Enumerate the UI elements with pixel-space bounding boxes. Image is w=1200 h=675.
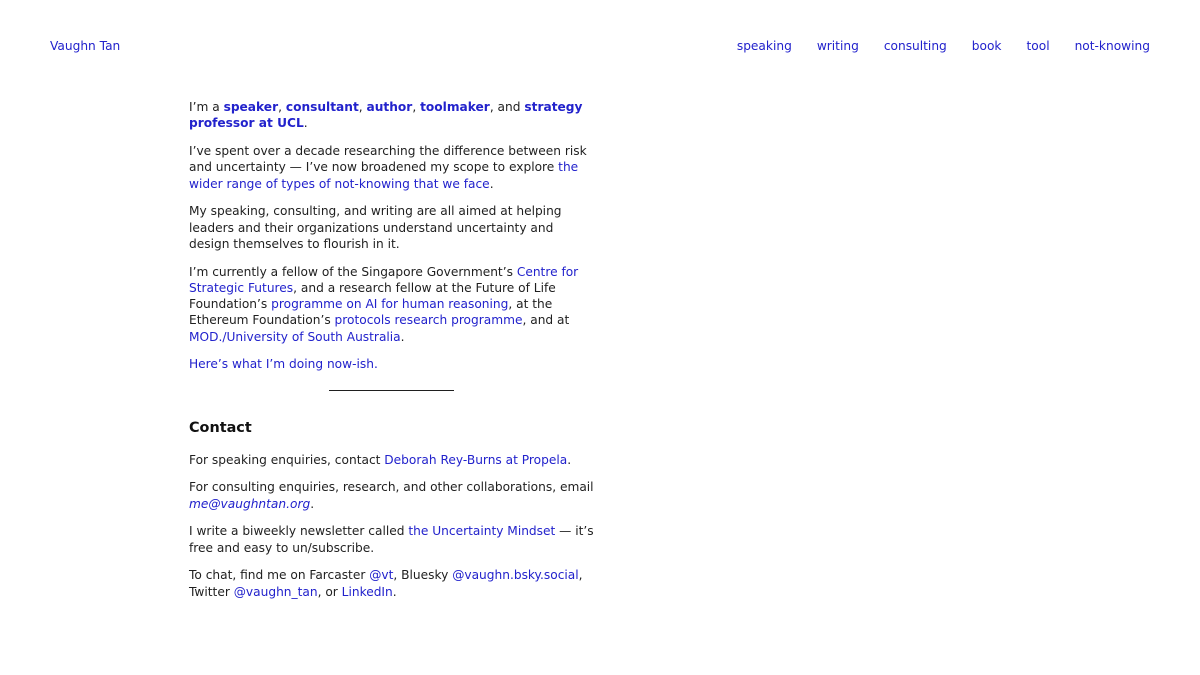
- text-span: , Bluesky: [393, 568, 453, 583]
- text-span: I’m currently a fellow of the Singapore Government’s: [189, 264, 517, 279]
- now-link[interactable]: Here’s what I’m doing now-ish.: [189, 357, 378, 372]
- text-span: — it’s free and easy to un/subscribe.: [189, 524, 594, 555]
- text-span: .: [400, 329, 405, 344]
- text-span: .: [489, 176, 494, 191]
- text-span: .: [392, 584, 397, 599]
- text-span: .: [303, 116, 308, 131]
- top-nav: [737, 38, 1150, 54]
- text-span: For speaking enquiries, contact: [189, 452, 385, 467]
- text-span: ,: [358, 100, 367, 114]
- not-knowing-types-link[interactable]: the wider range of types of not-knowing that we face: [189, 160, 579, 191]
- bluesky-link[interactable]: @vaughn.bsky.social: [452, 568, 579, 583]
- text-span: .: [567, 452, 572, 467]
- linkedin-link[interactable]: LinkedIn: [341, 584, 393, 599]
- text-span: I’ve spent over a decade researching the difference between risk and uncertainty — I’ve now broadened my scope to explore: [189, 143, 587, 175]
- consulting-enquiries-paragraph: [189, 479, 595, 512]
- newsletter-paragraph: [189, 523, 595, 556]
- text-span: ,: [412, 100, 421, 114]
- flf-programme-link[interactable]: programme on AI for human reasoning: [271, 297, 509, 312]
- text-span: .: [310, 496, 315, 511]
- nav-tool[interactable]: tool: [1026, 39, 1050, 53]
- mod-unisa-link[interactable]: MOD./University of South Australia: [189, 329, 401, 344]
- text-span: , at the Ethereum Foundation’s: [189, 297, 553, 328]
- section-divider: [329, 390, 454, 391]
- text-span: , and a research fellow at the Future of Life Foundation’s: [189, 280, 556, 312]
- main-content: [189, 99, 595, 611]
- csf-link[interactable]: Centre for Strategic Futures: [189, 264, 579, 295]
- farcaster-link[interactable]: @vt: [369, 568, 394, 583]
- consultant-link[interactable]: consultant: [285, 100, 359, 114]
- text-span: I write a biweekly newsletter called: [189, 524, 409, 539]
- intro-research-paragraph: [189, 143, 595, 192]
- author-link[interactable]: author: [366, 100, 413, 114]
- contact-heading: Contact: [189, 419, 252, 436]
- intro-aim-paragraph: My speaking, consulting, and writing are all aimed at helping leaders and their organizations understand uncertainty and design themselves to flourish in it.: [189, 204, 562, 251]
- now-paragraph: [189, 356, 595, 372]
- intro-roles-paragraph: [189, 99, 595, 132]
- nav-writing[interactable]: writing: [816, 39, 859, 53]
- text-span: , or: [317, 584, 342, 599]
- ethereum-protocols-link[interactable]: protocols research programme: [334, 313, 523, 328]
- text-span: ,: [278, 100, 286, 114]
- nav-not-knowing[interactable]: not-knowing: [1074, 39, 1150, 53]
- text-span: , and: [489, 100, 525, 114]
- text-span: To chat, find me on Farcaster: [189, 568, 370, 583]
- text-span: I’m a: [189, 100, 224, 114]
- site-title-link[interactable]: Vaughn Tan: [50, 39, 121, 53]
- professor-link[interactable]: strategy professor at UCL: [189, 100, 583, 131]
- twitter-link[interactable]: @vaughn_tan: [233, 584, 318, 599]
- nav-consulting[interactable]: consulting: [883, 39, 947, 53]
- nav-book[interactable]: book: [971, 39, 1002, 53]
- speaking-enquiries-paragraph: [189, 452, 595, 468]
- propela-link[interactable]: Deborah Rey-Burns at Propela: [384, 452, 568, 467]
- email-link[interactable]: me@vaughntan.org: [189, 496, 311, 511]
- intro-fellowships-paragraph: [189, 264, 595, 345]
- text-span: For consulting enquiries, research, and other collaborations, email: [189, 480, 594, 495]
- chat-paragraph: [189, 567, 595, 600]
- newsletter-link[interactable]: the Uncertainty Mindset: [408, 524, 556, 539]
- speaker-link[interactable]: speaker: [223, 100, 279, 114]
- text-span: , and at: [522, 313, 570, 328]
- text-span: , Twitter: [189, 568, 583, 599]
- nav-speaking[interactable]: speaking: [736, 39, 792, 53]
- toolmaker-link[interactable]: toolmaker: [420, 100, 490, 114]
